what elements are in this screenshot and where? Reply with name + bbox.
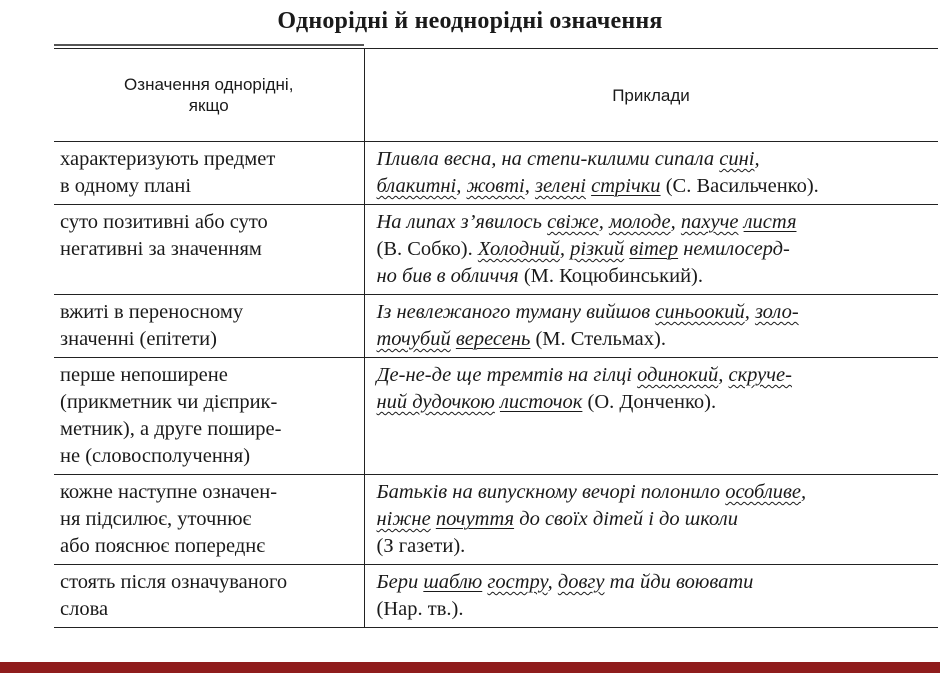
example-source: (В. Собко). xyxy=(376,238,478,260)
example-text: немилосерд- xyxy=(678,238,790,260)
example-text: Пливла весна, на степи-килими сипала xyxy=(376,148,720,170)
condition-line: значенні (епітети) xyxy=(60,328,217,350)
example-cell xyxy=(364,475,938,565)
underlined-word: золо- xyxy=(754,301,799,323)
underlined-word: точубий xyxy=(376,328,451,350)
example-text: Із невлежаного туману вийшов xyxy=(376,301,656,323)
underlined-word: синьоокий xyxy=(655,301,745,323)
example-source: (М. Коцюбинський). xyxy=(518,265,704,287)
condition-line: стоять після означуваного xyxy=(60,571,288,593)
example-source: (С. Васильченко). xyxy=(660,175,819,197)
condition-line: негативні за значенням xyxy=(60,238,262,260)
condition-line: або пояснює попереднє xyxy=(60,535,266,557)
condition-cell xyxy=(54,475,364,565)
underlined-word: жовті xyxy=(466,175,525,197)
condition-line: ня підсилює, уточнює xyxy=(60,508,252,530)
underlined-word: стрічки xyxy=(591,175,661,197)
example-line xyxy=(377,479,930,506)
condition-line: вжиті в переносному xyxy=(60,301,244,323)
header-condition-line: Означення однорідні, xyxy=(124,75,294,94)
example-source: (М. Стельмах). xyxy=(530,328,666,350)
example-line xyxy=(377,389,930,416)
underlined-word: почуття xyxy=(435,508,515,530)
condition-cell xyxy=(54,565,364,628)
example-source: (О. Донченко). xyxy=(582,391,717,413)
example-cell xyxy=(364,295,938,358)
condition-line: в одному плані xyxy=(60,175,192,197)
table-header-row xyxy=(54,49,938,142)
condition-line: метник), а друге поширe- xyxy=(60,418,282,440)
example-line xyxy=(377,236,930,263)
condition-cell xyxy=(54,358,364,475)
condition-line: кожне наступне означен- xyxy=(60,481,278,503)
example-text: , xyxy=(754,148,760,170)
underlined-word: зелені xyxy=(534,175,586,197)
example-text: , xyxy=(598,211,609,233)
example-text: , xyxy=(801,481,807,503)
underlined-word: ний дудочкою xyxy=(376,391,495,413)
underlined-word: молоде xyxy=(608,211,671,233)
underlined-word: вітер xyxy=(629,238,679,260)
underlined-word: одинокий xyxy=(637,364,719,386)
example-text: Батьків на випускному вечорі полонило xyxy=(376,481,726,503)
underlined-word: довгу xyxy=(557,571,605,593)
example-line xyxy=(377,299,930,326)
condition-cell xyxy=(54,142,364,205)
table-body xyxy=(54,142,938,628)
table-row xyxy=(54,205,938,295)
example-text: до своїх дітей і до школи xyxy=(514,508,738,530)
rules-table-wrapper xyxy=(54,48,938,662)
table-row xyxy=(54,475,938,565)
condition-line: (прикметник чи дієприк- xyxy=(60,391,278,413)
example-line xyxy=(377,173,930,200)
condition-line: слова xyxy=(60,598,109,620)
header-condition xyxy=(54,49,364,142)
top-rule xyxy=(54,44,364,46)
underlined-word: особливе xyxy=(725,481,802,503)
table-row xyxy=(54,358,938,475)
example-cell xyxy=(364,205,938,295)
condition-line: не (словосполучення) xyxy=(60,445,251,467)
example-cell xyxy=(364,565,938,628)
example-text: но бив в обличчя xyxy=(376,265,519,287)
underlined-word: шаблю xyxy=(423,571,483,593)
underlined-word: сині xyxy=(719,148,755,170)
example-text: , xyxy=(718,364,729,386)
underlined-word: гостру xyxy=(487,571,548,593)
underlined-word: листя xyxy=(743,211,797,233)
example-line xyxy=(377,506,930,533)
page-title: Однорідні й неоднорідні означення xyxy=(277,8,663,34)
underlined-word: Холодний xyxy=(477,238,560,260)
example-line xyxy=(377,362,930,389)
header-condition-line: якщо xyxy=(188,96,229,115)
underlined-word: листочок xyxy=(499,391,583,413)
example-text: , xyxy=(456,175,467,197)
example-text: , xyxy=(559,238,571,260)
example-text: На липах з’явилось xyxy=(376,211,548,233)
condition-line: суто позитивні або суто xyxy=(60,211,268,233)
example-text: , xyxy=(670,211,681,233)
example-text: Де-не-де ще тремтів на гілці xyxy=(376,364,638,386)
example-text: , xyxy=(744,301,755,323)
condition-line: характеризують предмет xyxy=(60,148,276,170)
example-text: , xyxy=(524,175,535,197)
condition-cell xyxy=(54,205,364,295)
example-line xyxy=(377,596,930,623)
underlined-word: ніжне xyxy=(376,508,431,530)
underlined-word: вересень xyxy=(455,328,531,350)
table-row xyxy=(54,565,938,628)
condition-line: перше непоширене xyxy=(60,364,228,386)
example-line xyxy=(377,569,930,596)
example-line xyxy=(377,209,930,236)
underlined-word: пахуче xyxy=(680,211,739,233)
header-examples: Приклади xyxy=(364,49,938,142)
example-text: , xyxy=(547,571,558,593)
example-line xyxy=(377,326,930,353)
example-text: та йди воювати xyxy=(604,571,754,593)
example-text: Бери xyxy=(376,571,424,593)
example-cell xyxy=(364,358,938,475)
condition-cell xyxy=(54,295,364,358)
example-cell xyxy=(364,142,938,205)
example-line xyxy=(377,533,930,560)
table-row xyxy=(54,295,938,358)
underlined-word: блакитні xyxy=(376,175,457,197)
rules-table xyxy=(54,48,938,628)
bottom-border xyxy=(0,662,940,673)
example-line xyxy=(377,146,930,173)
example-line xyxy=(377,263,930,290)
table-row xyxy=(54,142,938,205)
underlined-word: скруче- xyxy=(728,364,792,386)
underlined-word: свіже xyxy=(547,211,599,233)
example-source: (Нар. тв.). xyxy=(376,598,464,620)
underlined-word: різкий xyxy=(570,238,625,260)
example-source: (З газети). xyxy=(376,535,466,557)
